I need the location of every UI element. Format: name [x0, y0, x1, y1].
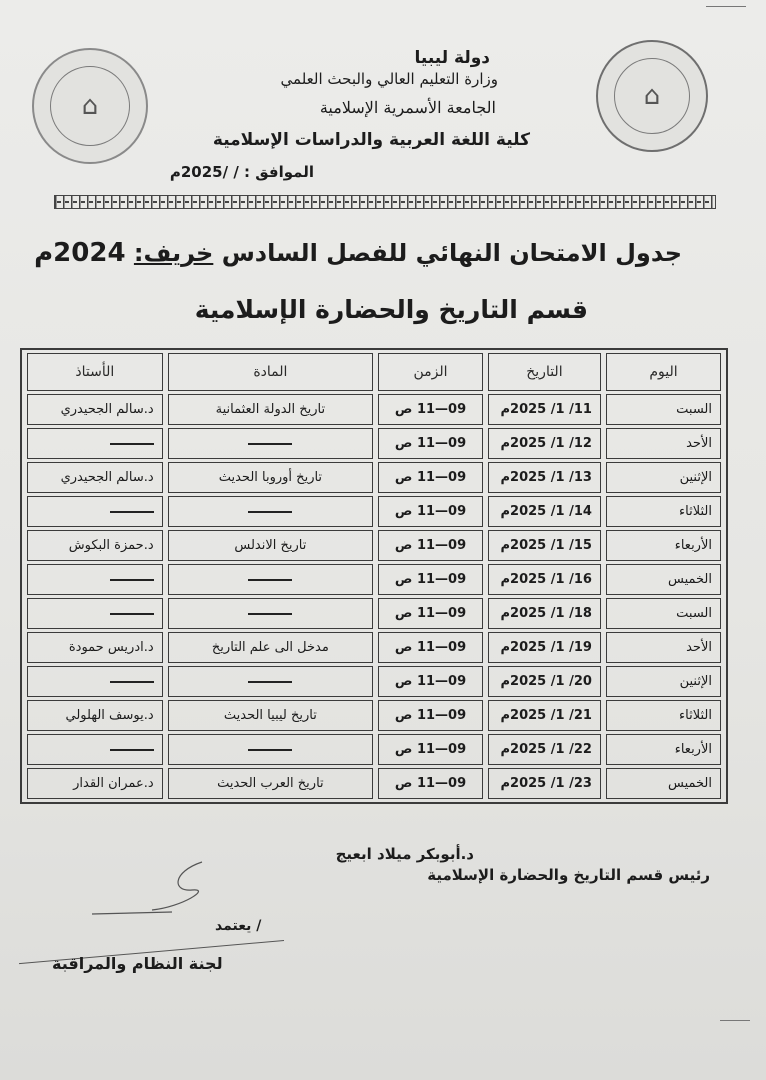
- cell-day: الإثنين: [606, 462, 721, 493]
- cell-date: 12/ 1/ 2025م: [488, 428, 601, 459]
- table-row: [27, 394, 721, 425]
- page-edge-mark: [720, 1020, 750, 1022]
- cell-date: 20/ 1/ 2025م: [488, 666, 601, 697]
- cell-teacher: د.حمزة البكوش: [27, 530, 163, 561]
- cell-teacher: [27, 666, 163, 697]
- cell-day: الثلاثاء: [606, 496, 721, 527]
- header-state: دولة ليبيا: [414, 48, 490, 68]
- cell-teacher: د.عمران القدار: [27, 768, 163, 799]
- empty-dash: [110, 749, 154, 751]
- table-row: [27, 734, 721, 765]
- table-row: [27, 496, 721, 527]
- cell-subject: تاريخ الاندلس: [168, 530, 373, 561]
- empty-dash: [110, 613, 154, 615]
- column-header-date: التاريخ: [488, 353, 601, 391]
- signatory-role: رئيس قسم التاريخ والحضارة الإسلامية: [427, 866, 710, 884]
- cell-time: 09—11 ص: [378, 734, 483, 765]
- header-university: الجامعة الأسمرية الإسلامية: [319, 98, 496, 117]
- mosque-dome-icon: ⌂: [81, 91, 99, 121]
- cell-date: 15/ 1/ 2025م: [488, 530, 601, 561]
- column-header-subject: المادة: [168, 353, 373, 391]
- table-row: [27, 666, 721, 697]
- cell-subject: تاريخ ليبيا الحديث: [168, 700, 373, 731]
- title-season: خريف:: [133, 239, 214, 267]
- cell-teacher: د.سالم الجحيدري: [27, 462, 163, 493]
- table-header-row: [27, 353, 721, 391]
- table-row: [27, 530, 721, 561]
- empty-dash: [110, 443, 154, 445]
- cell-subject: [168, 666, 373, 697]
- empty-dash: [248, 613, 292, 615]
- cell-time: 09—11 ص: [378, 632, 483, 663]
- table-row: [27, 564, 721, 595]
- university-seal-right: [596, 40, 708, 152]
- empty-dash: [110, 579, 154, 581]
- cell-date: 23/ 1/ 2025م: [488, 768, 601, 799]
- cell-time: 09—11 ص: [378, 598, 483, 629]
- cell-teacher: د.ادريس حمودة: [27, 632, 163, 663]
- cell-date: 13/ 1/ 2025م: [488, 462, 601, 493]
- empty-dash: [248, 681, 292, 683]
- page-edge-mark: [706, 6, 746, 8]
- cell-time: 09—11 ص: [378, 666, 483, 697]
- cell-day: الأربعاء: [606, 530, 721, 561]
- handwritten-signature: [52, 852, 212, 922]
- empty-dash: [110, 511, 154, 513]
- cell-time: 09—11 ص: [378, 394, 483, 425]
- column-header-day: اليوم: [606, 353, 721, 391]
- date-value: / /2025م: [169, 163, 239, 181]
- exam-schedule-table: [20, 348, 728, 804]
- cell-teacher: [27, 564, 163, 595]
- empty-dash: [248, 579, 292, 581]
- column-header-teacher: الأستاذ: [27, 353, 163, 391]
- table-row: [27, 428, 721, 459]
- cell-time: 09—11 ص: [378, 462, 483, 493]
- cell-date: 19/ 1/ 2025م: [488, 632, 601, 663]
- table-row: [27, 768, 721, 799]
- cell-subject: [168, 564, 373, 595]
- page-title: [34, 238, 682, 268]
- cell-teacher: [27, 428, 163, 459]
- cell-subject: [168, 496, 373, 527]
- header-ministry: وزارة التعليم العالي والبحث العلمي: [280, 70, 498, 88]
- empty-dash: [248, 511, 292, 513]
- cell-time: 09—11 ص: [378, 530, 483, 561]
- cell-day: الإثنين: [606, 666, 721, 697]
- cell-date: 14/ 1/ 2025م: [488, 496, 601, 527]
- cell-subject: [168, 734, 373, 765]
- cell-time: 09—11 ص: [378, 700, 483, 731]
- empty-dash: [248, 443, 292, 445]
- cell-day: الأحد: [606, 428, 721, 459]
- cell-day: السبت: [606, 598, 721, 629]
- cell-teacher: [27, 598, 163, 629]
- cell-time: 09—11 ص: [378, 768, 483, 799]
- college-seal-left: [32, 48, 148, 164]
- table-row: [27, 632, 721, 663]
- empty-dash: [110, 681, 154, 683]
- empty-dash: [248, 749, 292, 751]
- cell-teacher: [27, 496, 163, 527]
- cell-subject: [168, 598, 373, 629]
- approval-committee: لجنة النظام والمراقبة: [52, 954, 223, 973]
- department-title: قسم التاريخ والحضارة الإسلامية: [194, 295, 588, 324]
- table-row: [27, 598, 721, 629]
- table-row: [27, 462, 721, 493]
- cell-subject: [168, 428, 373, 459]
- cell-time: 09—11 ص: [378, 496, 483, 527]
- cell-time: 09—11 ص: [378, 428, 483, 459]
- header-college: كلية اللغة العربية والدراسات الإسلامية: [212, 130, 530, 150]
- cell-subject: تاريخ الدولة العثمانية: [168, 394, 373, 425]
- cell-teacher: د.يوسف الهلولي: [27, 700, 163, 731]
- cell-date: 18/ 1/ 2025م: [488, 598, 601, 629]
- cell-subject: تاريخ أوروبا الحديث: [168, 462, 373, 493]
- cell-time: 09—11 ص: [378, 564, 483, 595]
- header-date: [170, 163, 314, 181]
- cell-teacher: د.سالم الجحيدري: [27, 394, 163, 425]
- date-label: الموافق :: [244, 163, 314, 181]
- approval-label: يعتمد /: [215, 918, 262, 934]
- cell-date: 22/ 1/ 2025م: [488, 734, 601, 765]
- title-prefix: جدول الامتحان النهائي للفصل السادس: [221, 239, 682, 267]
- signatory-name: د.أبوبكر ميلاد ابعيج: [335, 845, 474, 863]
- cell-day: الخميس: [606, 564, 721, 595]
- cell-day: الثلاثاء: [606, 700, 721, 731]
- decorative-border: [54, 195, 716, 209]
- cell-teacher: [27, 734, 163, 765]
- table-body: [27, 394, 721, 799]
- cell-date: 11/ 1/ 2025م: [488, 394, 601, 425]
- cell-subject: تاريخ العرب الحديث: [168, 768, 373, 799]
- cell-day: السبت: [606, 394, 721, 425]
- title-year: 2024م: [34, 238, 126, 268]
- cell-day: الأحد: [606, 632, 721, 663]
- column-header-time: الزمن: [378, 353, 483, 391]
- mosque-dome-icon: ⌂: [643, 81, 661, 111]
- cell-date: 21/ 1/ 2025م: [488, 700, 601, 731]
- cell-subject: مدخل الى علم التاريخ: [168, 632, 373, 663]
- cell-date: 16/ 1/ 2025م: [488, 564, 601, 595]
- cell-day: الأربعاء: [606, 734, 721, 765]
- cell-day: الخميس: [606, 768, 721, 799]
- table-row: [27, 700, 721, 731]
